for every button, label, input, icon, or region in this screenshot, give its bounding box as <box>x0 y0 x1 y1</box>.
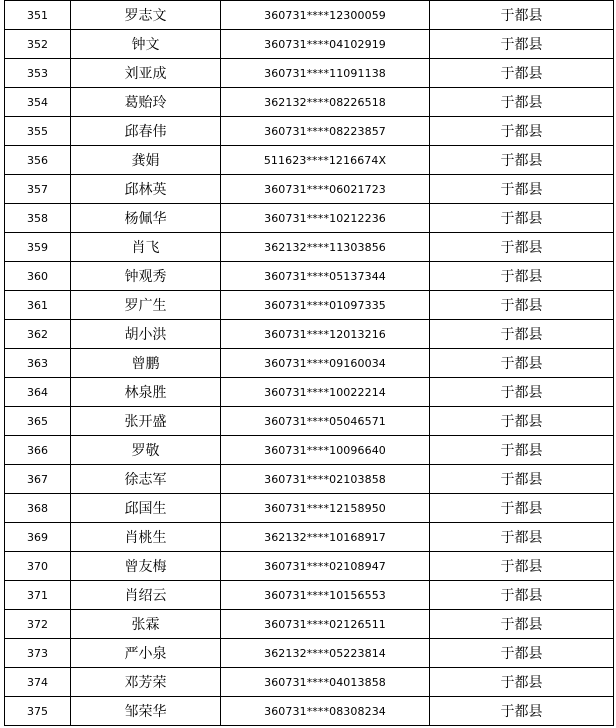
table-row <box>5 262 614 291</box>
name-cell: 邱林英 <box>71 175 221 204</box>
roster-table-body <box>5 1 614 726</box>
roster-table <box>4 0 614 726</box>
county-cell: 于都县 <box>430 233 614 262</box>
table-row <box>5 494 614 523</box>
id-number-cell: 360731****10212236 <box>221 204 430 233</box>
name-cell: 罗广生 <box>71 291 221 320</box>
row-number-cell: 375 <box>5 697 71 726</box>
table-row <box>5 407 614 436</box>
id-number-cell: 360731****02103858 <box>221 465 430 494</box>
id-number-cell: 360731****10022214 <box>221 378 430 407</box>
name-cell: 邱春伟 <box>71 117 221 146</box>
row-number-cell: 374 <box>5 668 71 697</box>
name-cell: 邹荣华 <box>71 697 221 726</box>
county-cell: 于都县 <box>430 465 614 494</box>
name-cell: 罗志文 <box>71 1 221 30</box>
table-row <box>5 233 614 262</box>
county-cell: 于都县 <box>430 610 614 639</box>
row-number-cell: 364 <box>5 378 71 407</box>
county-cell: 于都县 <box>430 552 614 581</box>
county-cell: 于都县 <box>430 1 614 30</box>
table-row <box>5 88 614 117</box>
county-cell: 于都县 <box>430 291 614 320</box>
row-number-cell: 368 <box>5 494 71 523</box>
row-number-cell: 367 <box>5 465 71 494</box>
table-row <box>5 146 614 175</box>
id-number-cell: 360731****11091138 <box>221 59 430 88</box>
id-number-cell: 360731****02108947 <box>221 552 430 581</box>
row-number-cell: 357 <box>5 175 71 204</box>
row-number-cell: 371 <box>5 581 71 610</box>
county-cell: 于都县 <box>430 494 614 523</box>
name-cell: 肖绍云 <box>71 581 221 610</box>
county-cell: 于都县 <box>430 523 614 552</box>
county-cell: 于都县 <box>430 117 614 146</box>
table-row <box>5 291 614 320</box>
county-cell: 于都县 <box>430 88 614 117</box>
table-row <box>5 697 614 726</box>
county-cell: 于都县 <box>430 697 614 726</box>
name-cell: 杨佩华 <box>71 204 221 233</box>
name-cell: 钟文 <box>71 30 221 59</box>
table-row <box>5 639 614 668</box>
row-number-cell: 359 <box>5 233 71 262</box>
id-number-cell: 360731****04102919 <box>221 30 430 59</box>
name-cell: 曾友梅 <box>71 552 221 581</box>
row-number-cell: 358 <box>5 204 71 233</box>
county-cell: 于都县 <box>430 407 614 436</box>
county-cell: 于都县 <box>430 30 614 59</box>
row-number-cell: 370 <box>5 552 71 581</box>
id-number-cell: 360731****01097335 <box>221 291 430 320</box>
row-number-cell: 362 <box>5 320 71 349</box>
county-cell: 于都县 <box>430 668 614 697</box>
name-cell: 肖桃生 <box>71 523 221 552</box>
table-row <box>5 204 614 233</box>
row-number-cell: 363 <box>5 349 71 378</box>
id-number-cell: 362132****05223814 <box>221 639 430 668</box>
county-cell: 于都县 <box>430 436 614 465</box>
name-cell: 林泉胜 <box>71 378 221 407</box>
table-row <box>5 59 614 88</box>
table-row <box>5 349 614 378</box>
county-cell: 于都县 <box>430 146 614 175</box>
table-row <box>5 610 614 639</box>
id-number-cell: 511623****1216674X <box>221 146 430 175</box>
county-cell: 于都县 <box>430 262 614 291</box>
row-number-cell: 353 <box>5 59 71 88</box>
county-cell: 于都县 <box>430 204 614 233</box>
row-number-cell: 351 <box>5 1 71 30</box>
county-cell: 于都县 <box>430 59 614 88</box>
row-number-cell: 352 <box>5 30 71 59</box>
table-row <box>5 175 614 204</box>
id-number-cell: 362132****11303856 <box>221 233 430 262</box>
name-cell: 邓芳荣 <box>71 668 221 697</box>
id-number-cell: 360731****12158950 <box>221 494 430 523</box>
id-number-cell: 362132****08226518 <box>221 88 430 117</box>
table-row <box>5 523 614 552</box>
id-number-cell: 360731****12300059 <box>221 1 430 30</box>
id-number-cell: 360731****02126511 <box>221 610 430 639</box>
id-number-cell: 362132****10168917 <box>221 523 430 552</box>
name-cell: 胡小洪 <box>71 320 221 349</box>
row-number-cell: 365 <box>5 407 71 436</box>
name-cell: 刘亚成 <box>71 59 221 88</box>
row-number-cell: 354 <box>5 88 71 117</box>
table-row <box>5 436 614 465</box>
table-row <box>5 552 614 581</box>
row-number-cell: 355 <box>5 117 71 146</box>
name-cell: 张开盛 <box>71 407 221 436</box>
id-number-cell: 360731****05046571 <box>221 407 430 436</box>
name-cell: 徐志军 <box>71 465 221 494</box>
id-number-cell: 360731****10156553 <box>221 581 430 610</box>
id-number-cell: 360731****04013858 <box>221 668 430 697</box>
id-number-cell: 360731****10096640 <box>221 436 430 465</box>
row-number-cell: 372 <box>5 610 71 639</box>
id-number-cell: 360731****05137344 <box>221 262 430 291</box>
row-number-cell: 366 <box>5 436 71 465</box>
id-number-cell: 360731****09160034 <box>221 349 430 378</box>
table-row <box>5 465 614 494</box>
table-row <box>5 320 614 349</box>
name-cell: 钟观秀 <box>71 262 221 291</box>
row-number-cell: 356 <box>5 146 71 175</box>
table-row <box>5 378 614 407</box>
name-cell: 曾鹏 <box>71 349 221 378</box>
name-cell: 严小泉 <box>71 639 221 668</box>
county-cell: 于都县 <box>430 349 614 378</box>
row-number-cell: 369 <box>5 523 71 552</box>
row-number-cell: 373 <box>5 639 71 668</box>
id-number-cell: 360731****06021723 <box>221 175 430 204</box>
table-row <box>5 117 614 146</box>
name-cell: 肖飞 <box>71 233 221 262</box>
county-cell: 于都县 <box>430 378 614 407</box>
county-cell: 于都县 <box>430 581 614 610</box>
name-cell: 罗敬 <box>71 436 221 465</box>
table-row <box>5 1 614 30</box>
row-number-cell: 361 <box>5 291 71 320</box>
table-row <box>5 581 614 610</box>
name-cell: 葛贻玲 <box>71 88 221 117</box>
row-number-cell: 360 <box>5 262 71 291</box>
id-number-cell: 360731****08223857 <box>221 117 430 146</box>
name-cell: 张霖 <box>71 610 221 639</box>
county-cell: 于都县 <box>430 175 614 204</box>
table-row <box>5 30 614 59</box>
table-row <box>5 668 614 697</box>
name-cell: 邱国生 <box>71 494 221 523</box>
county-cell: 于都县 <box>430 639 614 668</box>
name-cell: 龚娟 <box>71 146 221 175</box>
county-cell: 于都县 <box>430 320 614 349</box>
id-number-cell: 360731****12013216 <box>221 320 430 349</box>
id-number-cell: 360731****08308234 <box>221 697 430 726</box>
